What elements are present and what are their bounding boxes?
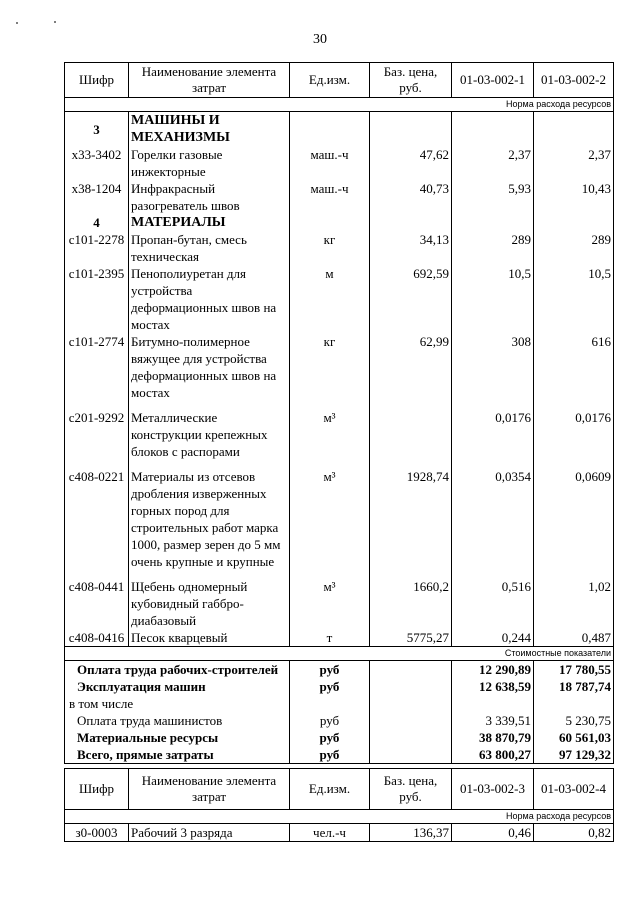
header-unit: Ед.изм.	[290, 769, 370, 810]
section-row	[65, 112, 614, 147]
cost-unit: руб	[290, 661, 370, 679]
header-code: Шифр	[65, 769, 129, 810]
row-code: с408-0221	[65, 460, 129, 570]
cost-row	[65, 695, 614, 712]
table-row	[65, 824, 614, 842]
row-value-2: 0,487	[534, 629, 614, 647]
cost-unit: руб	[290, 746, 370, 764]
row-code: х33-3402	[65, 146, 129, 180]
cost-caption: Стоимостные показатели	[65, 647, 614, 661]
row-value-1: 5,93	[452, 180, 534, 214]
row-name: Металлические конструкции крепежных блоков с распорами	[129, 401, 290, 460]
cost-label: Эксплуатация машин	[65, 678, 290, 695]
cost-value-2: 17 780,55	[534, 661, 614, 679]
cost-value-2: 97 129,32	[534, 746, 614, 764]
cost-row	[65, 729, 614, 746]
row-code: с101-2278	[65, 231, 129, 265]
table-row	[65, 570, 614, 629]
header-price: Баз. цена, руб.	[370, 769, 452, 810]
section-number: 4	[65, 214, 129, 231]
cost-value-1: 3 339,51	[452, 712, 534, 729]
header-name: Наименование элемента затрат	[129, 769, 290, 810]
section-title: МАШИНЫ И МЕХАНИЗМЫ	[129, 112, 290, 147]
section-row	[65, 214, 614, 231]
row-code: с201-9292	[65, 401, 129, 460]
row-value-1: 0,46	[452, 824, 534, 842]
row-code: с101-2774	[65, 333, 129, 401]
cost-unit: руб	[290, 678, 370, 695]
norm-caption: Норма расхода ресурсов	[65, 810, 614, 824]
table-row	[65, 460, 614, 570]
header-price: Баз. цена, руб.	[370, 63, 452, 98]
norm-caption-row	[65, 810, 614, 824]
header-col1: 01-03-002-1	[452, 63, 534, 98]
section-title: МАТЕРИАЛЫ	[129, 214, 290, 231]
row-code: с408-0441	[65, 570, 129, 629]
table-row	[65, 265, 614, 333]
table-row	[65, 180, 614, 214]
row-name: Горелки газовые инжекторные	[129, 146, 290, 180]
table-row	[65, 629, 614, 647]
row-unit: маш.-ч	[290, 146, 370, 180]
row-price: 1660,2	[370, 570, 452, 629]
row-unit: кг	[290, 231, 370, 265]
cost-label: Всего, прямые затраты	[65, 746, 290, 764]
header-unit: Ед.изм.	[290, 63, 370, 98]
row-unit: м³	[290, 460, 370, 570]
row-unit: маш.-ч	[290, 180, 370, 214]
row-name: Инфракрасный разогреватель швов	[129, 180, 290, 214]
table-row	[65, 231, 614, 265]
row-value-2: 10,5	[534, 265, 614, 333]
table-row	[65, 333, 614, 401]
row-name: Щебень одномерный кубовидный габбро-диабазовый	[129, 570, 290, 629]
cost-value-2: 5 230,75	[534, 712, 614, 729]
cost-value-1: 63 800,27	[452, 746, 534, 764]
row-value-2: 0,82	[534, 824, 614, 842]
cost-label: Оплата труда рабочих-строителей	[65, 661, 290, 679]
row-value-2: 0,0609	[534, 460, 614, 570]
row-unit: м³	[290, 401, 370, 460]
row-price: 62,99	[370, 333, 452, 401]
row-unit: м³	[290, 570, 370, 629]
row-price: 34,13	[370, 231, 452, 265]
cost-value-1: 12 638,59	[452, 678, 534, 695]
cost-unit: руб	[290, 712, 370, 729]
row-value-1: 0,0176	[452, 401, 534, 460]
row-price: 136,37	[370, 824, 452, 842]
header-name: Наименование элемента затрат	[129, 63, 290, 98]
row-value-1: 10,5	[452, 265, 534, 333]
row-value-1: 308	[452, 333, 534, 401]
row-price: 692,59	[370, 265, 452, 333]
cost-row	[65, 746, 614, 764]
resource-table-1	[64, 62, 614, 764]
cost-row	[65, 661, 614, 679]
row-value-2: 10,43	[534, 180, 614, 214]
row-name: Пенополиуретан для устройства деформационных швов на мостах	[129, 265, 290, 333]
scan-speck	[16, 22, 18, 24]
row-price	[370, 401, 452, 460]
row-value-1: 0,244	[452, 629, 534, 647]
header-col2: 01-03-002-4	[534, 769, 614, 810]
row-value-1: 0,0354	[452, 460, 534, 570]
table-header-row	[65, 769, 614, 810]
cost-row	[65, 678, 614, 695]
table-header-row	[65, 63, 614, 98]
table-row	[65, 146, 614, 180]
header-col1: 01-03-002-3	[452, 769, 534, 810]
resource-table-2	[64, 768, 614, 842]
header-code: Шифр	[65, 63, 129, 98]
row-value-2: 1,02	[534, 570, 614, 629]
cost-row	[65, 712, 614, 729]
cost-label: Оплата труда машинистов	[65, 712, 290, 729]
row-unit: чел.-ч	[290, 824, 370, 842]
cost-caption-row	[65, 647, 614, 661]
row-value-1: 0,516	[452, 570, 534, 629]
row-price: 5775,27	[370, 629, 452, 647]
row-price: 1928,74	[370, 460, 452, 570]
cost-label: в том числе	[65, 695, 290, 712]
row-unit: кг	[290, 333, 370, 401]
cost-label: Материальные ресурсы	[65, 729, 290, 746]
row-price: 47,62	[370, 146, 452, 180]
row-value-2: 0,0176	[534, 401, 614, 460]
row-value-2: 289	[534, 231, 614, 265]
cost-value-2: 60 561,03	[534, 729, 614, 746]
cost-value-1: 12 290,89	[452, 661, 534, 679]
row-name: Рабочий 3 разряда	[129, 824, 290, 842]
section-number: 3	[65, 112, 129, 147]
header-col2: 01-03-002-2	[534, 63, 614, 98]
row-code: с408-0416	[65, 629, 129, 647]
row-value-2: 616	[534, 333, 614, 401]
row-unit: т	[290, 629, 370, 647]
table-row	[65, 401, 614, 460]
row-name: Песок кварцевый	[129, 629, 290, 647]
row-value-1: 289	[452, 231, 534, 265]
row-price: 40,73	[370, 180, 452, 214]
row-name: Битумно-полимерное вяжущее для устройства деформационных швов на мостах	[129, 333, 290, 401]
row-name: Пропан-бутан, смесь техническая	[129, 231, 290, 265]
row-value-2: 2,37	[534, 146, 614, 180]
cost-value-2: 18 787,74	[534, 678, 614, 695]
scan-speck	[54, 21, 56, 23]
norm-caption-row	[65, 98, 614, 112]
row-code: х38-1204	[65, 180, 129, 214]
row-unit: м	[290, 265, 370, 333]
cost-unit: руб	[290, 729, 370, 746]
cost-value-1: 38 870,79	[452, 729, 534, 746]
row-code: з0-0003	[65, 824, 129, 842]
row-name: Материалы из отсевов дробления изверженных горных пород для строительных работ марка 1000, размер зерен до 5 мм очень крупные и крупные	[129, 460, 290, 570]
page-number: 30	[313, 32, 327, 47]
row-value-1: 2,37	[452, 146, 534, 180]
row-code: с101-2395	[65, 265, 129, 333]
norm-caption: Норма расхода ресурсов	[65, 98, 614, 112]
